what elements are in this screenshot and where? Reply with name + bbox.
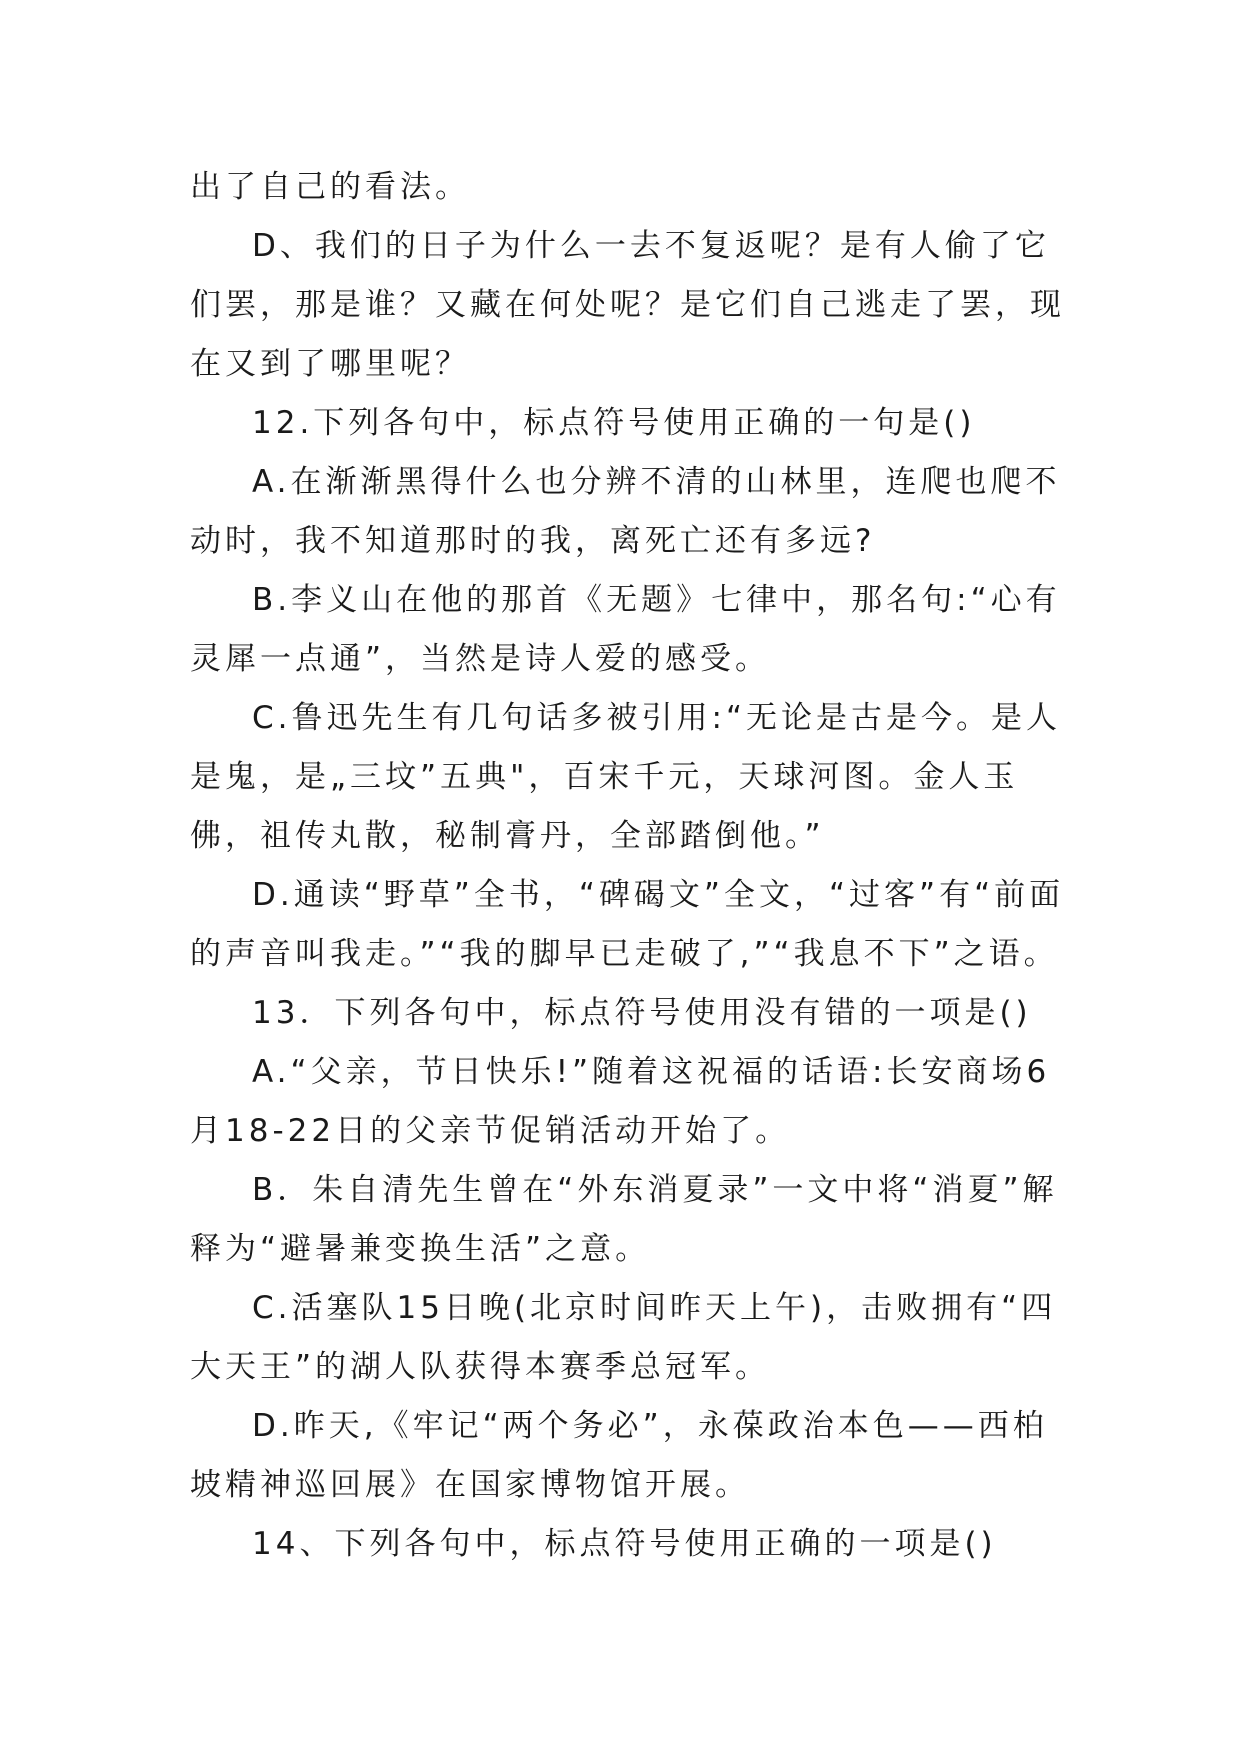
question-13: 13．下列各句中，标点符号使用没有错的一项是(): [252, 995, 1032, 1031]
paragraph-continuation: 出了自己的看法。: [190, 169, 470, 205]
document-page: [190, 158, 1070, 1574]
option-c-q13: C.活塞队15日晚(北京时间昨天上午)，击败拥有“四大天王”的湖人队获得本赛季总冠军。: [190, 1290, 1057, 1385]
option-c-q12: C.鲁迅先生有几句话多被引用:“无论是古是今。是人是鬼，是„三坟”五典"，百宋千元，天球河图。金人玉佛，祖传丸散，秘制膏丹，全部踏倒他。”: [190, 700, 1062, 854]
option-b-q12: B.李义山在他的那首《无题》七律中，那名句:“心有灵犀一点通”，当然是诗人爱的感受。: [190, 582, 1061, 677]
question-14: 14、下列各句中，标点符号使用正确的一项是(): [252, 1526, 997, 1562]
option-a-q13: A.“父亲，节日快乐!”随着这祝福的话语:长安商场6月18-22日的父亲节促销活动开始了。: [190, 1054, 1051, 1149]
option-d-q12: D.通读“野草”全书，“碑碣文”全文，“过客”有“前面的声音叫我走。”“我的脚早已走破了,”“我息不下”之语。: [190, 877, 1065, 972]
option-b-q13: B．朱自清先生曾在“外东消夏录”一文中将“消夏”解释为“避暑兼变换生活”之意。: [190, 1172, 1058, 1267]
question-12: 12.下列各句中，标点符号使用正确的一句是(): [252, 405, 976, 441]
option-d-q11: D、我们的日子为什么一去不复返呢？是有人偷了它们罢，那是谁？又藏在何处呢？是它们自己逃走了罢，现在又到了哪里呢？: [190, 228, 1065, 382]
option-d-q13: D.昨天,《牢记“两个务必”，永葆政治本色——西柏坡精神巡回展》在国家博物馆开展。: [190, 1408, 1048, 1503]
option-a-q12: A.在渐渐黑得什么也分辨不清的山林里，连爬也爬不动时，我不知道那时的我，离死亡还有多远?: [190, 464, 1061, 559]
